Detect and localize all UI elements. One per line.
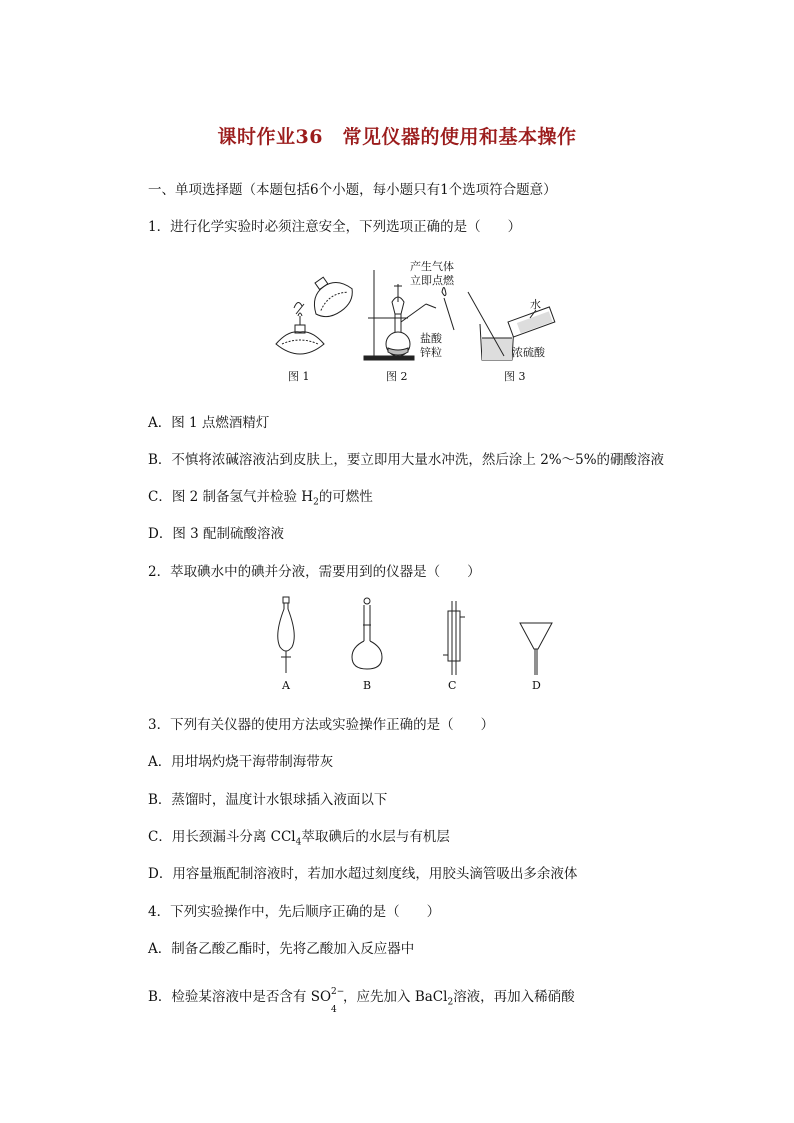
section-heading: 一、单项选择题（本题包括6个小题，每小题只有1个选项符合题意） [148,182,557,198]
option-a-label: A [282,679,290,692]
figure-1-caption: 图 1 [288,370,310,383]
water-label: 水 [530,298,541,311]
option-b-label: B [363,679,372,692]
funnel-icon [520,623,552,675]
alcohol-lamp-illustration [276,267,359,354]
q1-option-d: D．图 3 配制硫酸溶液 [148,526,284,542]
q4-option-b: B．检验某溶液中是否含有 SO 2− 4 ，应先加入 BaCl$_2$溶液，再加入稀硝酸 [148,987,575,1015]
q4-option-a: A．制备乙酸乙酯时，先将乙酸加入反应器中 [148,941,415,957]
sulfuric-acid-label: 浓硫酸 [512,346,545,359]
q3-option-b: B．蒸馏时，温度计水银球插入液面以下 [148,792,388,808]
option-c-label: C [448,679,457,692]
hcl-label: 盐酸 [420,332,442,345]
question-2-stem: 2．萃取碘水中的碘并分液，需要用到的仪器是（ ） [148,564,481,580]
zinc-label: 锌粒 [420,346,442,359]
q1-figure [268,252,558,388]
separatory-funnel-icon [278,597,295,673]
q3-option-c: C．用长颈漏斗分离 CCl$_4$萃取碘后的水层与有机层 [148,829,450,848]
question-3-stem: 3．下列有关仪器的使用方法或实验操作正确的是（ ） [148,717,495,733]
q1-option-a: A．图 1 点燃酒精灯 [148,415,270,431]
question-1-stem: 1．进行化学实验时必须注意安全，下列选项正确的是（ ） [148,219,522,235]
q3-option-d: D．用容量瓶配制溶液时，若加水超过刻度线，用胶头滴管吸出多余液体 [148,866,578,882]
q3-option-a: A．用坩埚灼烧干海带制海带灰 [148,754,334,770]
volumetric-flask-icon [352,598,382,669]
figure-2-caption: 图 2 [386,370,408,383]
condenser-icon [443,601,465,675]
question-4-stem: 4．下列实验操作中，先后顺序正确的是（ ） [148,904,441,920]
q2-instruments-figure [262,595,562,695]
page-title: 课时作业36 常见仪器的使用和基本操作 [217,126,577,148]
q1-option-b: B．不慎将浓碱溶液沾到皮肤上，要立即用大量水冲洗，然后涂上 2%～5%的硼酸溶液 [148,452,665,468]
option-d-label: D [532,679,541,692]
gas-label-line2: 立即点燃 [410,274,454,287]
figure-3-caption: 图 3 [504,370,526,383]
q1-option-c: C．图 2 制备氢气并检验 $H_2$的可燃性 [148,489,373,508]
gas-label-line1: 产生气体 [410,260,454,273]
